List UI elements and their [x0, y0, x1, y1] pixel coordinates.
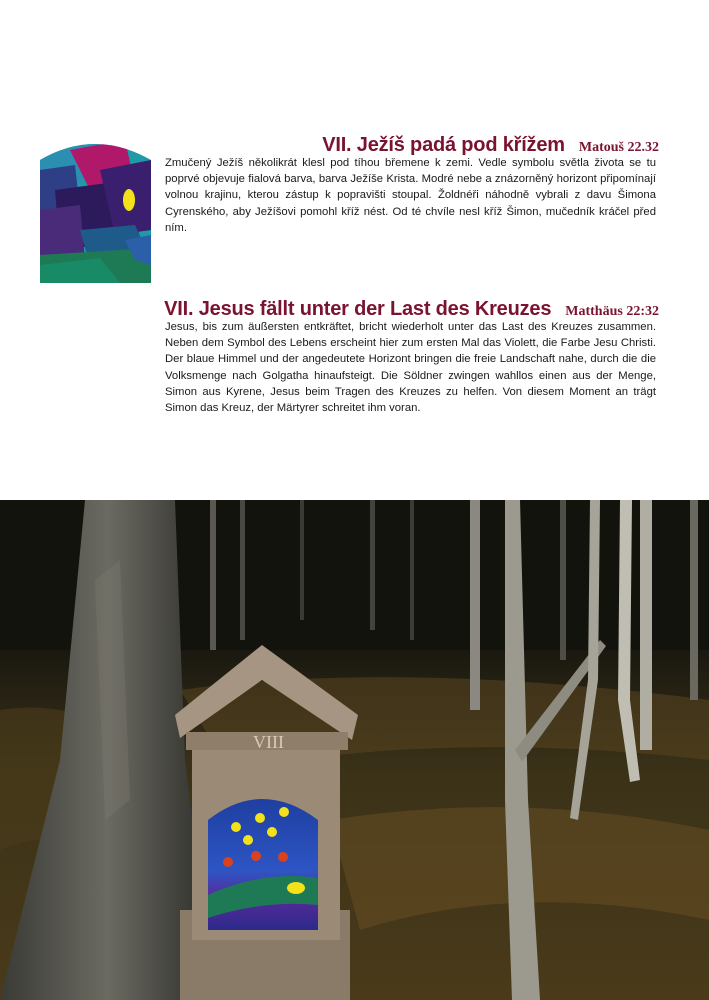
reference-german: Matthäus 22:32 — [565, 304, 659, 319]
forest-shrine-photo — [0, 500, 709, 1000]
paragraph-czech: Zmučený Ježíš několikrát klesl pod tíhou břemene k zemi. Vedle symbolu světla života se tu poprvé objevuje fialová barva, barva Ježíše Krista. Modré nebe a znázorněný horizont připomínají volnou krajinu, kterou zástup k popravišti stoupal. Žoldnéři náhodně vybrali z davu Šimona Cyrenského, aby Ježíšovi pomohl kříž nést. Od té chvíle nesl kříž Šimon, mučedník kráčel před ním. — [165, 157, 656, 234]
paragraph-german: Jesus, bis zum äußersten entkräftet, bricht wiederholt unter das Last des Kreuzes zusammen. Neben dem Symbol des Lebens erscheint hier zum ersten Mal das Violett, die Farbe Jesu Christi. Der blaue Himmel und der angedeutete Horizont bringen die freie Landschaft nahe, durch die die Volksmenge nach Golgatha hinaufsteigt. Die Söldner zwingen wahllos einen aus der Menge, Simon aus Kyrene, Jesus beim Tragen des Kreuzes zu helfen. Von diesem Moment an trägt Simon das Kreuz, der Märtyrer schreitet ihm voran. — [165, 321, 656, 415]
reference-czech: Matouš 22.32 — [578, 140, 659, 155]
stained-glass-thumbnail — [40, 140, 151, 283]
title-czech-text: VII. Ježíš padá pod křížem — [322, 134, 565, 156]
shrine-numeral: VIII — [253, 732, 284, 752]
title-german — [164, 286, 659, 323]
title-german-text: VII. Jesus fällt unter der Last des Kreuzes — [164, 298, 552, 320]
title-czech — [322, 122, 659, 159]
